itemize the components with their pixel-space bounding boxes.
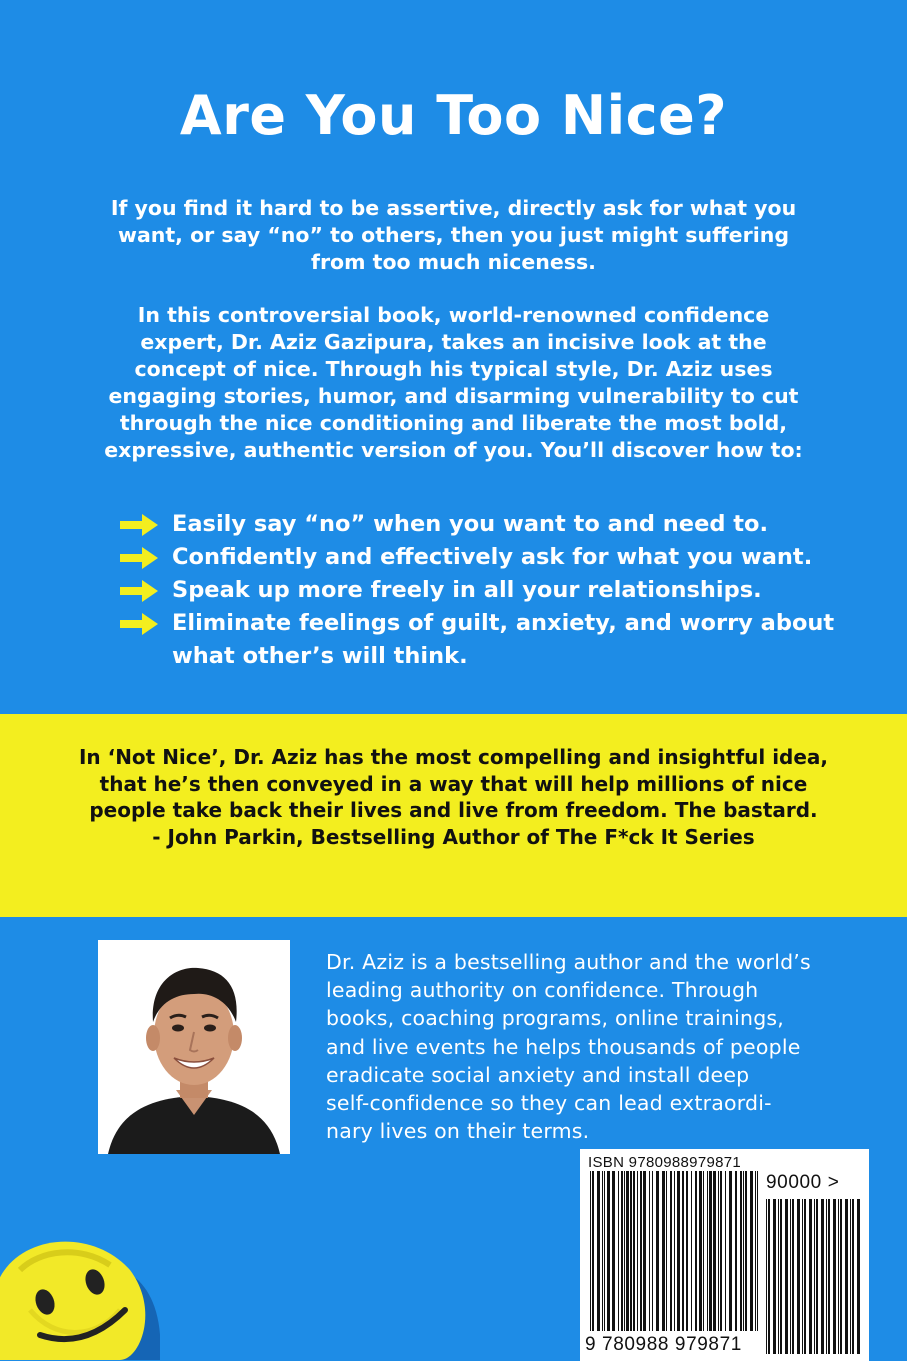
smiley-balloon-icon [0,1230,160,1360]
barcode-icon [580,1149,869,1361]
list-item [120,508,840,541]
list-item [120,541,840,574]
list-item-text: Speak up more freely in all your relationships. [172,577,762,603]
quote-attribution: - John Parkin, Bestselling Author of The F*ck It Series [152,824,755,849]
author-photo [98,940,290,1154]
price-code: 90000 > [766,1172,840,1193]
author-bio [326,948,846,1145]
bio-line: books, coaching programs, online trainings, [326,1006,785,1031]
bio-line: leading authority on confidence. Through [326,978,759,1003]
list-item-text: Easily say “no” when you want to and need to. [172,511,769,537]
quote-line: In ‘Not Nice’, Dr. Aziz has the most compelling and insightful idea, [78,745,829,769]
isbn-digits: 9 780988 979871 [585,1334,742,1355]
arrow-right-icon [120,514,158,536]
list-item-text: Confidently and effectively ask for what you want. [172,544,813,570]
bio-line: and live events he helps thousands of people [326,1034,801,1059]
description-paragraph: In this controversial book, world-renowned confidence expert, Dr. Aziz Gazipura, takes an incisive look at the concept of nice. Through his typical style, Dr. Aziz uses engaging stories, humor, and disarming vulnerability to cut through the nice conditioning and liberate the most bold, expressive, authentic version of you. You’ll discover how to: [104,303,803,462]
bio-line: eradicate social anxiety and install deep [326,1062,750,1087]
list-item-text: Eliminate feelings of guilt, anxiety, and worry about what other’s will think. [172,610,835,669]
list-item [120,574,840,607]
arrow-right-icon [120,613,158,635]
list-item [120,607,840,673]
bio-line: Dr. Aziz is a bestselling author and the world’s [326,950,811,974]
quote-line: that he’s then conveyed in a way that will help millions of nice [99,771,808,796]
intro-paragraph: If you find it hard to be assertive, directly ask for what you want, or say “no” to others, then you just might suffering from too much niceness. [110,196,797,274]
author-portrait-icon [98,940,290,1154]
title: Are You Too Nice? [179,84,728,147]
bio-line: nary lives on their terms. [326,1119,590,1144]
arrow-right-icon [120,547,158,569]
testimonial-band [0,714,907,917]
isbn-label: ISBN 9780988979871 [588,1154,742,1171]
arrow-right-icon [120,580,158,602]
benefit-list [120,508,840,673]
quote-line: people take back their lives and live from freedom. The bastard. [89,798,818,822]
barcode-box [580,1149,869,1361]
bio-line: self-confidence so they can lead extraordi- [326,1091,772,1116]
testimonial-quote [40,744,867,850]
